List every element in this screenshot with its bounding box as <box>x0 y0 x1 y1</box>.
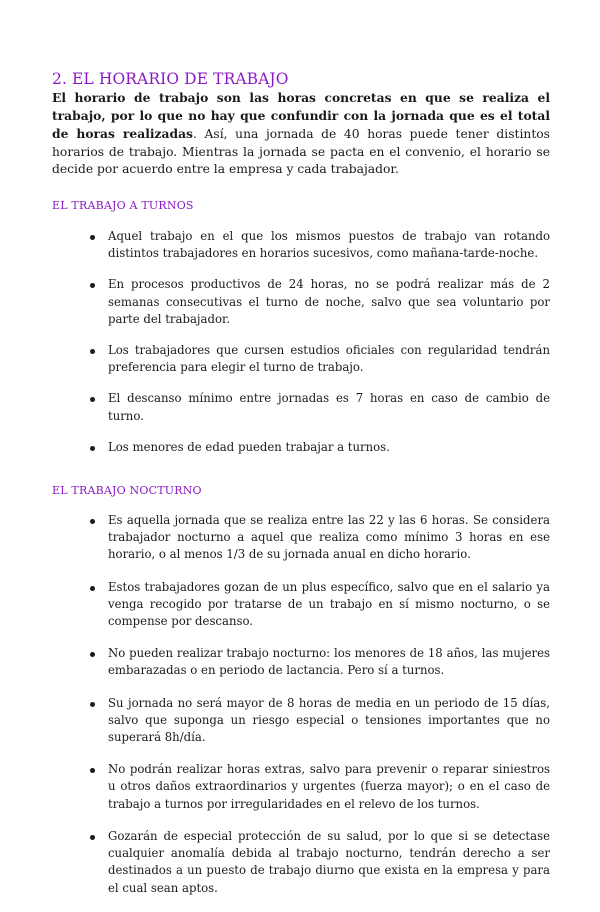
bullet-icon <box>90 519 95 524</box>
bullet-icon <box>90 283 95 288</box>
bullet-icon <box>90 768 95 773</box>
list-item <box>52 512 550 564</box>
intro-text: . Así, una jornada de 40 horas puede tener distintos horarios de trabajo. Mientras la jornada se pacta en el convenio, el horario se decide por acuerdo entre la empresa y cada trabajador. <box>52 127 550 176</box>
bullet-icon <box>90 235 95 240</box>
list-item <box>52 828 550 897</box>
bullet-icon <box>90 702 95 707</box>
list-item <box>52 645 550 679</box>
bullet-icon <box>90 397 95 402</box>
list-item <box>52 342 550 376</box>
list-item-text: No pueden realizar trabajo nocturno: los menores de 18 años, las mujeres embarazadas o en periodo de lactancia. Pero sí a turnos. <box>108 646 550 678</box>
bullet-icon <box>90 835 95 840</box>
bullet-icon <box>90 446 95 451</box>
list-item-text: Estos trabajadores gozan de un plus específico, salvo que en el salario ya venga recogido por tratarse de un trabajo en sí mismo nocturno, o se compense por descanso. <box>108 579 550 629</box>
list-item <box>52 439 550 456</box>
list-item-text: Los trabajadores que cursen estudios oficiales con regularidad tendrán preferencia para elegir el turno de trabajo. <box>108 343 550 375</box>
section-title: 2. EL HORARIO DE TRABAJO <box>52 70 289 88</box>
turnos-list <box>52 228 550 456</box>
subheading-nocturno: EL TRABAJO NOCTURNO <box>52 484 202 498</box>
subheading-turnos: EL TRABAJO A TURNOS <box>52 199 194 213</box>
list-item <box>52 228 550 262</box>
list-item <box>52 761 550 813</box>
document-content <box>52 70 550 912</box>
list-item-text: Es aquella jornada que se realiza entre las 22 y las 6 horas. Se considera trabajador nocturno a aquel que realiza como mínimo 3 horas en ese horario, o al menos 1/3 de su jornada anual en dicho horario. <box>108 513 550 562</box>
nocturno-list <box>52 512 550 897</box>
list-item <box>52 390 550 424</box>
list-item-text: El descanso mínimo entre jornadas es 7 horas en caso de cambio de turno. <box>108 391 550 423</box>
bullet-icon <box>90 349 95 354</box>
intro-paragraph <box>52 89 550 178</box>
list-item <box>52 276 550 328</box>
bullet-icon <box>90 652 95 657</box>
intro-bold-text: El horario de trabajo son las horas concretas en que se realiza el trabajo, por lo que no hay que confundir con la jornada que es el total de horas realizadas <box>52 90 550 142</box>
list-item-text: Aquel trabajo en el que los mismos puestos de trabajo van rotando distintos trabajadores en horarios sucesivos, como mañana-tarde-noche. <box>108 229 550 261</box>
list-item-text: No podrán realizar horas extras, salvo para prevenir o reparar siniestros u otros daños extraordinarios y urgentes (fuerza mayor); o en el caso de trabajo a turnos por irregularidades en el relevo de los turnos. <box>108 762 550 811</box>
list-item <box>52 695 550 747</box>
list-item-text: Gozarán de especial protección de su salud, por lo que si se detectase cualquier anomalía debida al trabajo nocturno, tendrán derecho a ser destinados a un puesto de trabajo diurno que exista en la empresa y para el cual sean aptos. <box>108 828 550 895</box>
bullet-icon <box>90 586 95 591</box>
list-item <box>52 579 550 631</box>
list-item-text: En procesos productivos de 24 horas, no se podrá realizar más de 2 semanas consecutivas el turno de noche, salvo que sea voluntario por parte del trabajador. <box>108 277 550 326</box>
list-item-text: Su jornada no será mayor de 8 horas de media en un periodo de 15 días, salvo que suponga un riesgo especial o tensiones importantes que no superará 8h/día. <box>108 695 550 745</box>
list-item-text: Los menores de edad pueden trabajar a turnos. <box>108 439 390 454</box>
